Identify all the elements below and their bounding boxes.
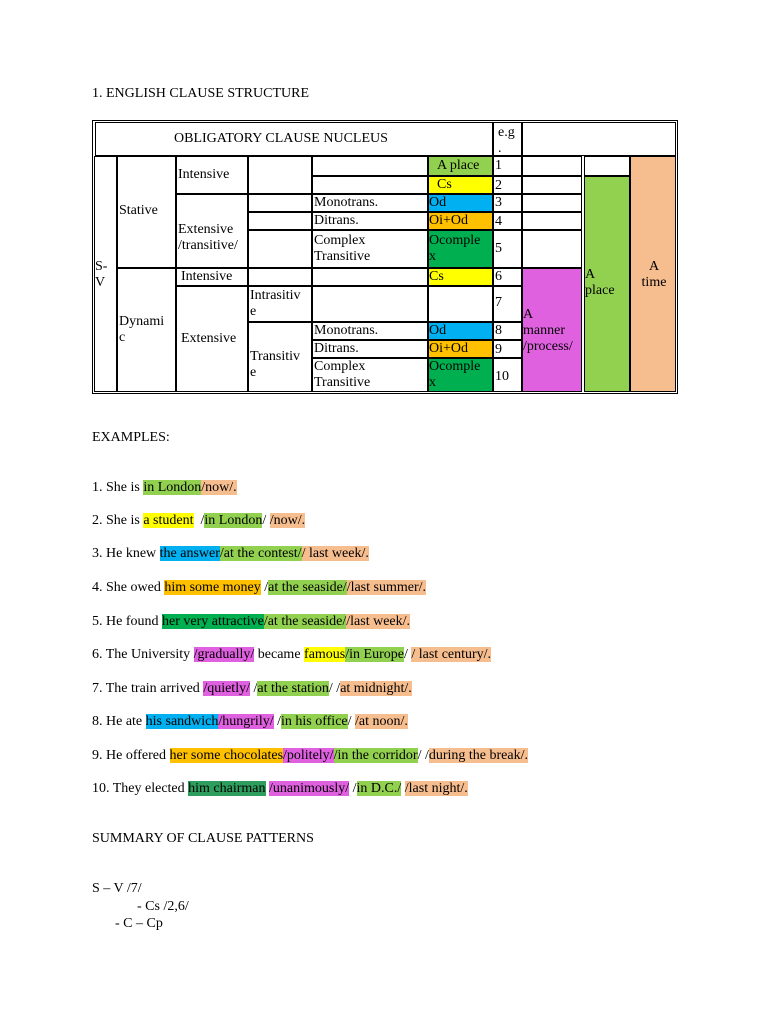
ex9-oiod: her some chocolates	[169, 748, 284, 763]
c4-r3	[248, 194, 312, 212]
num1-cell	[493, 156, 522, 176]
ex10-place: in D.C./	[356, 781, 402, 796]
ex7-time: at midnight/.	[340, 681, 412, 696]
ex6-time: / last century/.	[411, 647, 492, 662]
ex9-place: /in the corridor	[333, 748, 418, 763]
cs2-cell	[428, 268, 493, 286]
c4-r5	[248, 230, 312, 268]
complex1-label: Complex Transitive	[314, 233, 371, 264]
ex2-place: in London	[204, 513, 263, 528]
dynamic-cell	[117, 268, 176, 392]
ex5-ocomp: her very attractive	[162, 614, 264, 629]
intensive1-label: Intensive	[178, 167, 230, 182]
od2-label: Od	[429, 323, 447, 338]
intensive1-cell	[176, 156, 248, 194]
mono2-label: Monotrans.	[314, 323, 379, 338]
atime-label: A time	[641, 259, 667, 290]
stative-cell	[117, 156, 176, 268]
ocomp2-cell	[428, 358, 493, 392]
ex8-manner: /hungrily/	[218, 714, 274, 729]
complex2-label: Complex Transitive	[314, 359, 371, 390]
sv-label: S- V	[95, 259, 108, 290]
ex1-time: /now/.	[201, 480, 237, 495]
c5-r7	[312, 286, 428, 322]
ex4-place: at the seaside/	[268, 580, 347, 595]
empty-header	[522, 122, 676, 156]
c9-r1	[584, 156, 630, 176]
ex8-sep1: /	[273, 714, 281, 729]
amanner-cell	[522, 268, 582, 392]
ex2-cs: a student	[143, 513, 194, 528]
example-1	[92, 479, 237, 497]
num9: 9	[495, 342, 502, 357]
ex8-od: his sandwich	[145, 714, 219, 729]
num6: 6	[495, 269, 502, 284]
extensive1-label: Extensive /transitive/	[178, 222, 238, 253]
cs1-label: Cs	[437, 177, 452, 192]
example-6	[92, 646, 491, 664]
ex7-manner: /quietly/	[203, 681, 250, 696]
extensive2-label: Extensive	[181, 331, 237, 346]
ex2-text: 2. She is	[92, 513, 144, 528]
ex10-ocomp: him chairman	[188, 781, 266, 796]
oiod2-cell	[428, 340, 493, 358]
ex4-time: /last summer/.	[346, 580, 427, 595]
ex6-place: /in Europe	[345, 647, 404, 662]
ditr1-label: Ditrans.	[314, 213, 359, 228]
ex5-place: /at the seaside/	[263, 614, 347, 629]
num3: 3	[495, 195, 502, 210]
c4-r6	[248, 268, 312, 286]
ex10-manner: /unanimously/	[269, 781, 350, 796]
example-7	[92, 680, 412, 698]
oiod2-label: Oi+Od	[429, 341, 469, 356]
ex10-text: 10. They elected	[92, 781, 189, 796]
page-heading: 1. ENGLISH CLAUSE STRUCTURE	[92, 86, 310, 101]
ditr1-cell	[312, 212, 428, 230]
aplace1-label: A place	[437, 158, 480, 173]
ex8-sep2: /	[347, 714, 356, 729]
intransitive-cell	[248, 286, 312, 322]
examples-title: EXAMPLES:	[92, 430, 170, 445]
dynamic-label: Dynami c	[119, 314, 165, 345]
ex6-sep: /	[403, 647, 412, 662]
example-8	[92, 713, 408, 731]
num4: 4	[495, 214, 502, 229]
extensive1-cell	[176, 194, 248, 268]
ex2-time: /now/.	[269, 513, 306, 528]
ex3-time: / last week/.	[301, 546, 369, 561]
num2: 2	[495, 178, 502, 193]
summary-line-2: - Cs /2,6/	[137, 899, 189, 914]
num10-cell	[493, 358, 522, 392]
aplace2-cell	[584, 176, 630, 392]
ex2-sep1: /	[193, 513, 205, 528]
ditr2-label: Ditrans.	[314, 341, 359, 356]
ex3-od: the answer	[159, 546, 220, 561]
ex4-sep: /	[260, 580, 269, 595]
c5-r2	[312, 176, 428, 194]
num2-cell	[493, 176, 522, 194]
num7: 7	[495, 295, 502, 310]
intensive2-cell	[176, 268, 248, 286]
ex8-time: /at noon/.	[355, 714, 408, 729]
transitive-label: Transitiv e	[250, 349, 301, 380]
num8: 8	[495, 323, 502, 338]
example-5	[92, 613, 410, 631]
ex5-time: /last week/.	[346, 614, 411, 629]
num8-cell	[493, 322, 522, 340]
c8-r1	[522, 156, 582, 176]
num10: 10	[495, 369, 509, 384]
ex2-sep2: /	[262, 513, 270, 528]
ex6-text: 6. The University	[92, 647, 194, 662]
transitive-cell	[248, 322, 312, 392]
num7-cell	[493, 286, 522, 322]
intransitive-label: Intrasitiv e	[250, 288, 301, 319]
ex1-text: 1. She is	[92, 480, 144, 495]
mono1-label: Monotrans.	[314, 195, 379, 210]
num6-cell	[493, 268, 522, 286]
ditr2-cell	[312, 340, 428, 358]
extensive2-cell	[176, 286, 248, 392]
ocomp2-label: Ocomple x	[429, 359, 481, 390]
od2-cell	[428, 322, 493, 340]
ex4-oiod: him some money	[164, 580, 261, 595]
num1: 1	[495, 158, 502, 173]
num9-cell	[493, 340, 522, 358]
nucleus-label: OBLIGATORY CLAUSE NUCLEUS	[174, 131, 388, 146]
num5-cell	[493, 230, 522, 268]
num5: 5	[495, 241, 502, 256]
c6-r7	[428, 286, 493, 322]
ex6-verb: became	[254, 647, 305, 662]
cs2-label: Cs	[429, 269, 444, 284]
ex7-place: at the station	[257, 681, 329, 696]
complex1-cell	[312, 230, 428, 268]
ex9-sep: / /	[417, 748, 429, 763]
ocomp1-label: Ocomple x	[429, 233, 481, 264]
c5-r6	[312, 268, 428, 286]
example-2	[92, 512, 305, 530]
c8-r3	[522, 194, 582, 212]
complex2-cell	[312, 358, 428, 392]
summary-line-3: - C – Cp	[115, 916, 163, 931]
ex9-time: during the break/.	[428, 748, 528, 763]
ex4-text: 4. She owed	[92, 580, 165, 595]
c8-r2	[522, 176, 582, 194]
ex9-text: 9. He offered	[92, 748, 170, 763]
c5-r1	[312, 156, 428, 176]
ex7-text: 7. The train arrived	[92, 681, 204, 696]
ex6-cs: famous	[304, 647, 346, 662]
ex8-text: 8. He ate	[92, 714, 146, 729]
num3-cell	[493, 194, 522, 212]
num4-cell	[493, 212, 522, 230]
example-9	[92, 747, 528, 765]
ex3-place: /at the contest/	[219, 546, 302, 561]
c8-r4	[522, 212, 582, 230]
sv-cell	[94, 156, 117, 392]
mono2-cell	[312, 322, 428, 340]
mono1-cell	[312, 194, 428, 212]
summary-line-1: S – V /7/	[92, 881, 142, 896]
ex3-text: 3. He knew	[92, 546, 160, 561]
oiod1-cell	[428, 212, 493, 230]
stative-label: Stative	[119, 203, 158, 218]
od1-cell	[428, 194, 493, 212]
ex10-sep2: /	[349, 781, 357, 796]
ex7-sep2: / /	[328, 681, 341, 696]
od1-label: Od	[429, 195, 447, 210]
eg-label: e.g .	[498, 125, 515, 156]
summary-title: SUMMARY OF CLAUSE PATTERNS	[92, 831, 314, 846]
ex5-text: 5. He found	[92, 614, 162, 629]
example-3	[92, 545, 369, 563]
example-4	[92, 579, 426, 597]
amanner-label: A manner /process/	[523, 307, 573, 354]
nucleus-header	[95, 122, 493, 156]
ex7-sep1: /	[249, 681, 258, 696]
c8-r5	[522, 230, 582, 268]
c4-r4	[248, 212, 312, 230]
oiod1-label: Oi+Od	[429, 213, 469, 228]
ocomp1-cell	[428, 230, 493, 268]
ex9-manner: /politely/	[283, 748, 334, 763]
atime-cell	[630, 156, 676, 392]
intensive2-label: Intensive	[181, 269, 233, 284]
ex6-manner: /gradually/	[193, 647, 255, 662]
aplace2-label: A place	[585, 267, 615, 298]
eg-header	[493, 122, 522, 156]
cs1-cell	[428, 176, 493, 194]
ex10-time: /last night/.	[404, 781, 468, 796]
ex8-place: in his office	[281, 714, 348, 729]
aplace1-cell	[428, 156, 493, 176]
ex1-place: in London	[143, 480, 202, 495]
c4-r1	[248, 156, 312, 194]
example-10	[92, 780, 468, 798]
